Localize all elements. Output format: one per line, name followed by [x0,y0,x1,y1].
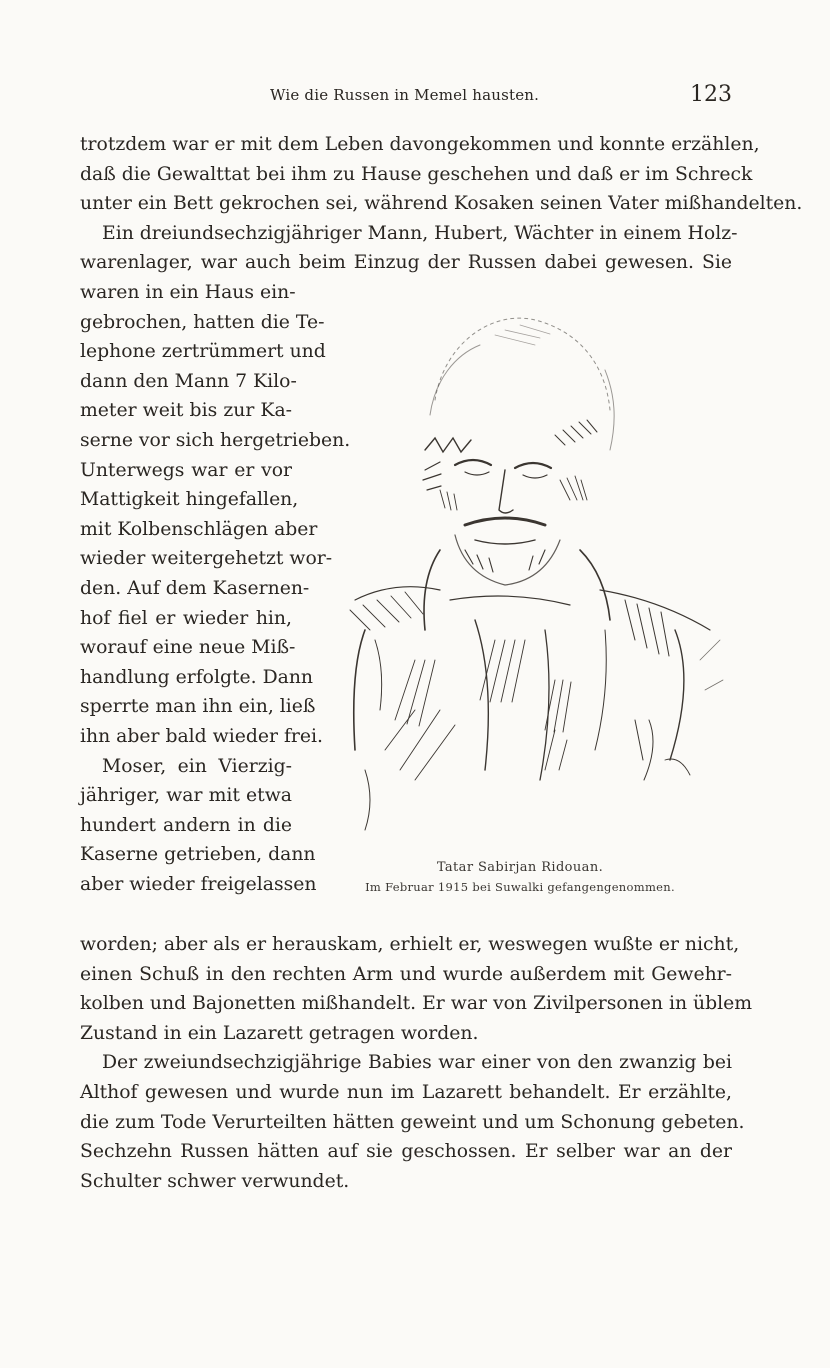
text-line: ihn aber bald wieder frei. [80,725,323,747]
text-line: mit Kolbenschlägen aber [80,518,318,540]
text-line: waren in ein Haus ein- [80,282,296,303]
text-line: aber wieder freigelassen [80,873,317,895]
text-line: Schulter schwer verwundet. [80,1170,350,1192]
text-line: Moser, ein Vierzig- [102,755,292,777]
text-line: dann den Mann 7 Kilo- [80,370,297,392]
running-head: Wie die Russen in Memel hausten. [270,86,540,104]
text-line: gebrochen, hatten die Te- [80,311,325,333]
text-line: kolben und Bajonetten mißhandelt. Er war von Zivilpersonen in üblem [80,993,753,1015]
text-line: serne vor sich hergetrieben. [80,429,351,451]
text-line: den. Auf dem Kasernen- [80,577,310,599]
text-line: daß die Gewalttat bei ihm zu Hause geschehen und daß er im Schreck [80,163,753,185]
text-line: die zum Tode Verurteilten hätten geweint und um Schonung gebeten. [80,1111,745,1133]
text-line: hundert andern in die [80,814,292,836]
figure-caption-title: Tatar Sabirjan Ridouan. [436,860,604,875]
text-line: worden; aber als er herauskam, erhielt er, weswegen wußte er nicht, [80,934,740,955]
figure-caption-subtitle: Im Februar 1915 bei Suwalki gefangengenommen. [365,880,675,894]
portrait-sketch [305,300,735,850]
text-line: Ein dreiundsechzigjähriger Mann, Hubert, Wächter in einem Holz- [102,222,738,244]
text-line: Zustand in ein Lazarett getragen worden. [80,1022,479,1044]
paragraph-narrow [80,278,351,899]
text-line: trotzdem war er mit dem Leben davongekommen und konnte erzählen, [80,134,760,155]
page-header [80,82,732,112]
text-line: meter weit bis zur Ka- [80,400,292,422]
text-line: lephone zertrümmert und [80,341,326,363]
text-line: einen Schuß in den rechten Arm und wurde außerdem mit Gewehr- [80,963,732,985]
text-line: sperrte man ihn ein, ließ [80,696,316,718]
paragraph-bottom [80,930,753,1196]
page-number: 123 [690,82,732,107]
text-line: Althof gewesen und wurde nun im Lazarett behandelt. Er erzählte, [80,1081,732,1103]
text-line: Sechzehn Russen hätten auf sie geschossen. Er selber war an der [80,1141,732,1163]
text-line: Mattigkeit hingefallen, [80,489,299,511]
text-line: hof fiel er wieder hin, [80,607,292,629]
text-line: Der zweiundsechzigjährige Babies war einer von den zwanzig bei [102,1052,732,1074]
paragraph-top [80,130,803,278]
text-line: Kaserne getrieben, dann [80,844,316,866]
text-line: unter ein Bett gekrochen sei, während Kosaken seinen Vater mißhandelten. [80,193,803,215]
text-line: Unterwegs war er vor [80,459,292,481]
text-line: jähriger, war mit etwa [80,785,292,807]
text-line: wieder weitergehetzt wor- [80,548,333,570]
portrait-figure [305,300,735,910]
text-line: handlung erfolgte. Dann [80,666,314,688]
text-line: worauf eine neue Miß- [80,637,296,659]
text-line: warenlager, war auch beim Einzug der Russen dabei gewesen. Sie [80,252,732,274]
